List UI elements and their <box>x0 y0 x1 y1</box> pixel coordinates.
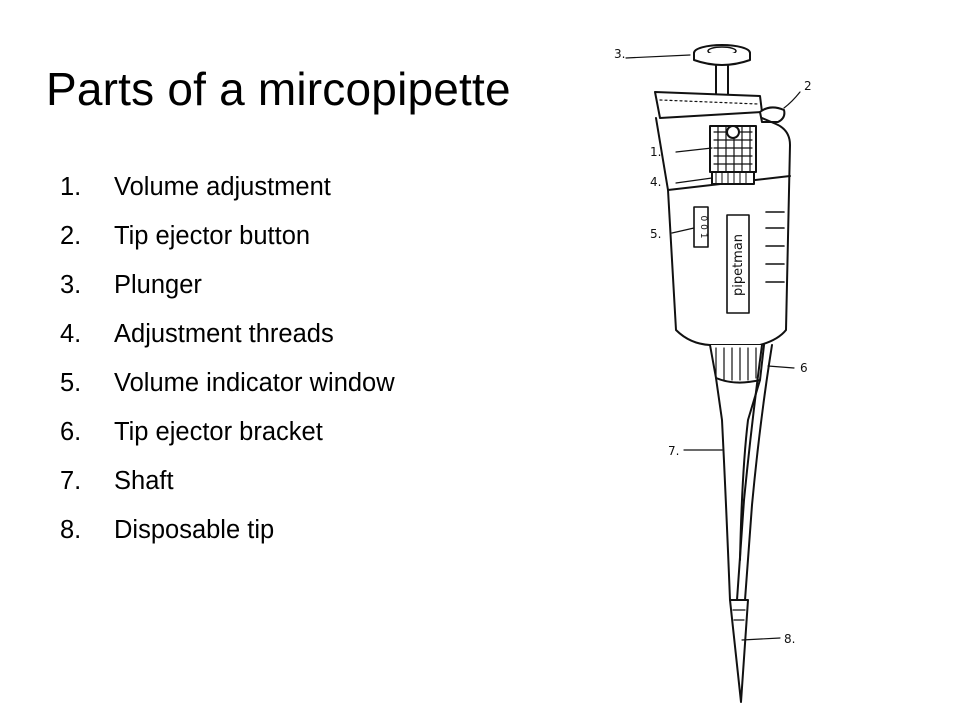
callout-1: 1. <box>650 145 662 159</box>
adjustment-threads <box>712 172 754 184</box>
list-item <box>60 368 430 399</box>
callout-2: 2 <box>804 79 812 93</box>
callout-4: 4. <box>650 175 662 189</box>
item-label: Tip ejector button <box>114 222 311 250</box>
item-label: Volume indicator window <box>114 369 395 397</box>
ejector-button <box>760 107 784 122</box>
item-label: Tip ejector bracket <box>114 418 323 446</box>
disposable-tip <box>730 600 748 702</box>
list-item <box>60 270 430 301</box>
list-item <box>60 466 430 497</box>
item-number: 8. <box>60 516 82 544</box>
micropipette-drawing <box>600 30 960 720</box>
item-number: 3. <box>60 271 82 299</box>
item-label: Volume adjustment <box>114 173 331 201</box>
item-number: 1. <box>60 173 82 201</box>
item-label: Plunger <box>114 271 202 299</box>
callout-6: 6 <box>800 361 808 375</box>
list-item <box>60 417 430 448</box>
list-item <box>60 515 430 546</box>
item-label: Shaft <box>114 467 174 495</box>
list-item <box>60 172 430 203</box>
item-label: Disposable tip <box>114 516 275 544</box>
callout-5: 5. <box>650 227 662 241</box>
callout-3: 3. <box>614 47 626 61</box>
item-number: 7. <box>60 467 82 495</box>
slide-title: Parts of a mircopipette <box>46 63 511 115</box>
item-number: 6. <box>60 418 82 446</box>
item-number: 2. <box>60 222 82 250</box>
micropipette-illustration <box>600 30 960 720</box>
list-item <box>60 319 430 350</box>
svg-text:pipetman: pipetman <box>731 233 746 297</box>
list-item <box>60 221 430 252</box>
callout-8: 8. <box>784 632 796 646</box>
item-number: 5. <box>60 369 82 397</box>
item-label: Adjustment threads <box>114 320 334 348</box>
grip-marks <box>766 212 784 282</box>
parts-list <box>60 172 430 564</box>
body-top <box>655 92 762 118</box>
item-number: 4. <box>60 320 82 348</box>
callout-7: 7. <box>668 444 680 458</box>
volume-display: 0 0 1 <box>698 215 708 239</box>
